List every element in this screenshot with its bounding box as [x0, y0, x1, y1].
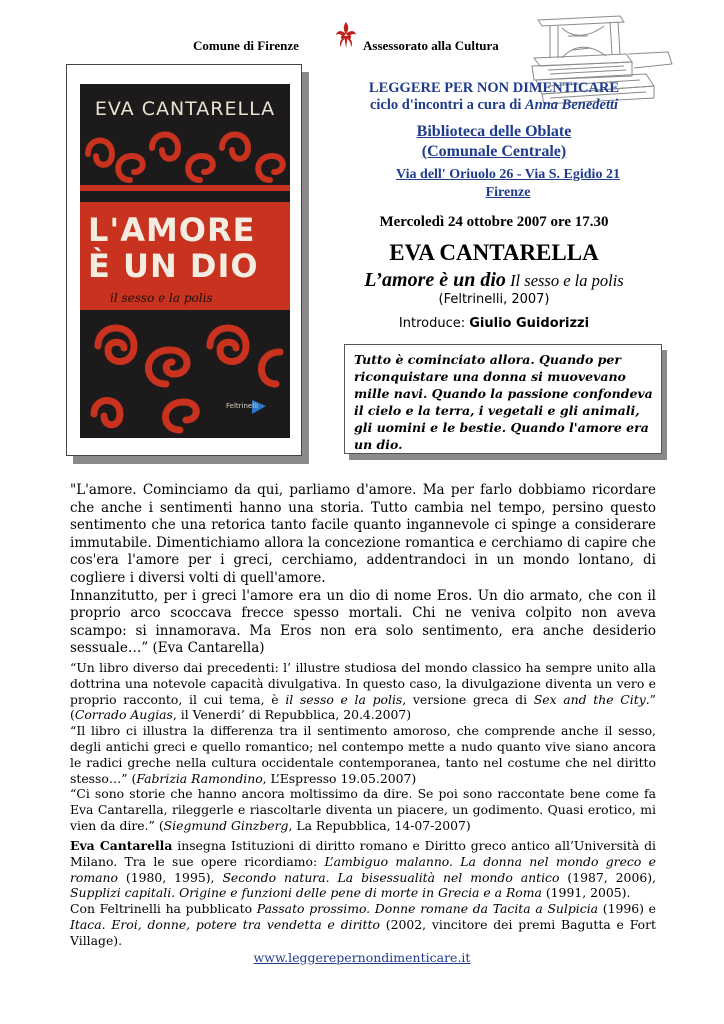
venue-city: Firenze — [485, 185, 531, 200]
review-author: Fabrizia Ramondino — [136, 770, 263, 786]
cover-title — [88, 212, 288, 284]
cover-title-line1: L'AMORE — [88, 211, 256, 249]
event-date: Mercoledì 24 ottobre 2007 ore 17.30 — [379, 214, 609, 230]
event-title — [326, 269, 662, 292]
series-curator: Anna Benedetti — [525, 97, 619, 113]
review-italic: Sex and the City — [533, 691, 646, 707]
bio-paragraph-feltrinelli — [70, 901, 656, 948]
bio-text: (1991, 2005). — [541, 885, 631, 901]
venue-library-sub: (Comunale Centrale) — [421, 143, 567, 160]
header-assessorato: Assessorato alla Cultura — [363, 38, 499, 53]
book-cover — [80, 84, 290, 438]
series-curator-line — [326, 97, 662, 114]
bio-work: Itaca. Eroi, donne, potere tra vendetta e diritto — [70, 916, 380, 932]
press-reviews — [70, 660, 656, 834]
review-author: Corrado Augias — [74, 707, 173, 723]
quote-box-text: Tutto è cominciato allora. Quando per riconquistare una donna si muovevano mille navi. Quando la passione confondeva il cielo e la terra, i vegetali e gli animali, gli uomini e le bestie. Quando l'amore era un dio. — [354, 352, 653, 452]
review-italic: il sesso e la polis — [285, 691, 403, 707]
review-text: , versione greca di — [402, 691, 534, 707]
cover-author: EVA CANTARELLA — [94, 98, 276, 120]
bio-work: Secondo natura. La bisessualità nel mondo antico — [222, 869, 560, 885]
review-source: , La Repubblica, 14-07-2007) — [288, 817, 471, 833]
event-book-title: L’amore è un dio — [364, 269, 506, 291]
bio-work: Passato prossimo. Donne romane da Tacita a Sulpicia — [256, 901, 599, 917]
bio-text: (1980, 1995), — [117, 869, 223, 885]
review-text: “Il libro ci illustra la differenza tra il sentimento amoroso, che comprende anche il sesso, degli antichi greci e quello romantico; nel contempo mette a nudo quanto vive siano ancora le radici greche nella cultura occidentale contemporanea, tanto nel costume che nel diritto stesso…” ( — [70, 723, 656, 786]
review-text: .” ( — [70, 691, 656, 723]
bio-text: Con Feltrinelli ha pubblicato — [70, 901, 257, 917]
review-source: , L’Espresso 19.05.2007) — [262, 770, 417, 786]
venue-street: Via dell' Oriuolo 26 - Via S. Egidio 21 — [396, 167, 620, 182]
review-text: “Ci sono storie che hanno ancora moltissimo da dire. Se poi sono raccontate bene come fa Eva Cantarella, rileggerle e riascoltarle diventa un piacere, un godimento. Quasi erotico, mi vien da dire.” ( — [70, 786, 656, 833]
bio-paragraph — [70, 838, 656, 901]
bio-text: insegna Istituzioni di diritto romano e Diritto greco antico all’Università di Milano. Tra le sue opere ricordiamo: — [70, 838, 656, 869]
series-info — [326, 80, 662, 114]
review-text: “Un libro diverso dai precedenti: l’ illustre studiosa del mondo classico ha sempre unito alla dottrina una notevole capacità divulgativa. In questo caso, la divulgazione diventa un vero e proprio racconto, il cui tema, è — [70, 660, 656, 707]
bio-name: Eva Cantarella — [70, 838, 173, 853]
author-bio — [70, 838, 656, 949]
review-ginzberg — [70, 786, 656, 833]
review-augias — [70, 660, 656, 723]
bio-text: (1996) e — [598, 901, 656, 917]
event-author: EVA CANTARELLA — [389, 240, 599, 265]
review-source: , il Venerdi’ di Repubblica, 20.4.2007) — [172, 707, 412, 723]
header-comune: Comune di Firenze — [193, 38, 299, 53]
cover-publisher: Feltrinelli — [226, 402, 259, 410]
bio-text: (2002, vincitore dei premi Bagutta e Fort Village). — [70, 916, 656, 948]
venue-address — [350, 166, 666, 202]
venue-library-name: Biblioteca delle Oblate — [416, 123, 572, 140]
event-publisher: (Feltrinelli, 2007) — [438, 292, 550, 307]
excerpt-paragraph-2: Innanzitutto, per i greci l'amore era un dio di nome Eros. Un dio armato, che con il proprio arco scoccava frecce spesso mortali. Chi ne veniva colpito non aveva scampo: si innamorava. Ma Eros non era solo sentimento, era anche desiderio sessuale…” (Eva Cantarella) — [70, 587, 656, 657]
series-title: LEGGERE PER NON DIMENTICARE — [368, 80, 620, 96]
author-excerpt — [70, 482, 656, 658]
venue-library — [326, 122, 662, 162]
bio-work: Supplizi capitali. Origine e funzioni delle pene di morte in Grecia e a Roma — [70, 885, 542, 901]
event-book-subtitle: Il sesso e la polis — [505, 271, 624, 290]
florence-lily-icon — [334, 20, 358, 50]
bio-text: (1987, 2006), — [559, 869, 656, 885]
website-link[interactable]: www.leggerepernondimenticare.it — [253, 950, 471, 965]
cover-title-line2: È UN DIO — [88, 247, 259, 285]
event-introducer — [326, 316, 662, 331]
review-ramondino — [70, 723, 656, 786]
bio-work: L’ambiguo malanno. La donna nel mondo greco e romano — [70, 853, 656, 885]
series-curator-prefix: ciclo d'incontri a cura di — [369, 97, 525, 113]
introducer-name: Giulio Guidorizzi — [469, 316, 590, 331]
excerpt-paragraph-1: "L'amore. Cominciamo da qui, parliamo d'amore. Ma per farlo dobbiamo ricordare che anche i sentimenti hanno una storia. Tutto cambia nel tempo, persino questo sentimento che una retorica tanto facile quanto ingannevole ci spinge a considerare immutabile. Dimentichiamo allora la concezione romantica e cerchiamo di capire che cos'era l'amore per i greci, cerchiamo, addentrandoci in un mondo lontano, di cogliere i diversi volti di quell'amore. — [70, 482, 656, 586]
review-author: Siegmund Ginzberg — [163, 817, 289, 833]
introduce-label: Introduce: — [398, 316, 470, 331]
cover-subtitle: il sesso e la polis — [110, 291, 213, 305]
